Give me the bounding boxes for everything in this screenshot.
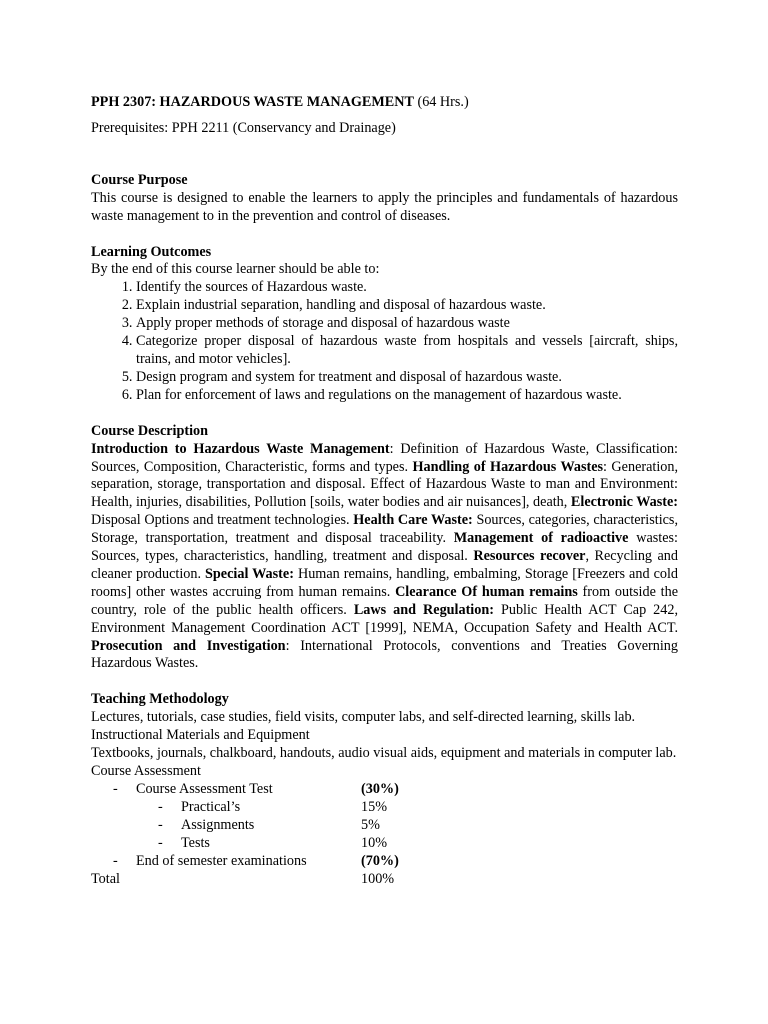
- desc-bold: Special Waste:: [205, 565, 294, 582]
- outcome-item: 4. Categorize proper disposal of hazardous waste from hospitals and vessels [aircraft, ships, trains, and motor vehicles].: [136, 333, 678, 369]
- desc-bold: Resources recover: [473, 548, 586, 565]
- course-description-text: [91, 441, 678, 674]
- document-body: [91, 94, 678, 889]
- desc-text: Human remains, handling, embalming, Storage [Freezers and cold rooms] other wastes accruing from human remains.: [91, 565, 678, 600]
- desc-bold: Electronic Waste:: [570, 494, 678, 511]
- assessment-total-value: 100%: [361, 870, 395, 887]
- desc-text: , Recycling and cleaner production.: [91, 548, 678, 582]
- desc-text: from outside the country, role of the public health officers.: [91, 583, 678, 618]
- teaching-methodology-heading: Teaching Methodology: [91, 691, 229, 708]
- desc-bold: Handling of Hazardous Wastes: [412, 458, 604, 475]
- assessment-label: Practical’s: [181, 798, 241, 815]
- course-code-title: PPH 2307: HAZARDOUS WASTE MANAGEMENT: [91, 94, 414, 110]
- assessment-label: Assignments: [181, 816, 255, 833]
- outcome-item: 6. Plan for enforcement of laws and regulations on the management of hazardous waste.: [136, 387, 678, 405]
- outcome-item: 2. Explain industrial separation, handling and disposal of hazardous waste.: [136, 297, 678, 315]
- materials-text: Textbooks, journals, chalkboard, handouts, audio visual aids, equipment and materials in computer lab.: [91, 745, 677, 762]
- desc-bold: Introduction to Hazardous Waste Management: [91, 440, 390, 457]
- bullet-dash: -: [158, 816, 163, 833]
- bullet-dash: -: [158, 834, 163, 851]
- assessment-value: 5%: [361, 816, 380, 833]
- course-purpose-text: This course is designed to enable the learners to apply the principles and fundamentals of hazardous waste management to in the prevention and control of diseases.: [91, 189, 678, 224]
- desc-text: Disposal Options and treatment technologies.: [91, 512, 354, 529]
- prerequisites: Prerequisites: PPH 2211 (Conservancy and Drainage): [91, 119, 396, 136]
- assessment-value: (30%): [361, 780, 399, 797]
- materials-heading: Instructional Materials and Equipment: [91, 727, 310, 744]
- desc-bold: Clearance Of human remains: [395, 583, 578, 600]
- desc-bold: Prosecution and Investigation: [91, 637, 286, 654]
- bullet-dash: -: [113, 852, 118, 869]
- desc-bold: Management of radioactive: [453, 530, 629, 547]
- course-title: [91, 94, 678, 112]
- assessment-value: 10%: [361, 834, 388, 851]
- desc-text: : Generation, separation, storage, transportation and disposal. Effect of Hazardous Waste to man and Environment: Health, injuries, disabilities, Pollution [soils, water bodies and air nuisances], death,: [91, 458, 679, 511]
- assessment-value: (70%): [361, 852, 399, 869]
- desc-text: : International Protocols, conventions and Treaties Governing Hazardous Wastes.: [91, 637, 678, 672]
- assessment-heading: Course Assessment: [91, 763, 201, 779]
- bullet-dash: -: [158, 798, 163, 815]
- assessment-label: Tests: [181, 834, 210, 851]
- desc-bold: Laws and Regulation:: [353, 601, 494, 618]
- learning-outcomes-intro: By the end of this course learner should be able to:: [91, 261, 380, 278]
- assessment-label: Course Assessment Test: [136, 780, 273, 797]
- course-purpose-heading: Course Purpose: [91, 171, 188, 188]
- outcome-item: 3. Apply proper methods of storage and disposal of hazardous waste: [136, 315, 678, 333]
- assessment-value: 15%: [361, 798, 388, 815]
- outcome-item: 5. Design program and system for treatment and disposal of hazardous waste.: [136, 369, 678, 387]
- assessment-table: [91, 781, 678, 889]
- assessment-total-label: Total: [91, 870, 120, 887]
- desc-text: Public Health ACT Cap 242, Environment Management Coordination ACT [1999], NEMA, Occupation Safety and Health ACT.: [91, 601, 679, 636]
- learning-outcomes-heading: Learning Outcomes: [91, 243, 212, 260]
- bullet-dash: -: [113, 780, 118, 797]
- teaching-methodology-text: Lectures, tutorials, case studies, field visits, computer labs, and self-directed learning, skills lab.: [91, 709, 636, 726]
- course-hours: (64 Hrs.): [417, 94, 469, 110]
- desc-text: wastes: Sources, types, characteristics, handling, treatment and disposal.: [91, 530, 678, 565]
- outcome-item: 1. Identify the sources of Hazardous waste.: [136, 279, 678, 297]
- course-description-heading: Course Description: [91, 422, 209, 439]
- assessment-label: End of semester examinations: [136, 852, 307, 869]
- desc-text: Sources, categories, characteristics, Storage, transportation, treatment and disposal traceability.: [91, 512, 678, 547]
- desc-bold: Health Care Waste:: [353, 512, 473, 529]
- learning-outcomes-list: [91, 279, 678, 404]
- desc-text: : Definition of Hazardous Waste, Classification: Sources, Composition, Characteristic, forms and types.: [91, 440, 678, 475]
